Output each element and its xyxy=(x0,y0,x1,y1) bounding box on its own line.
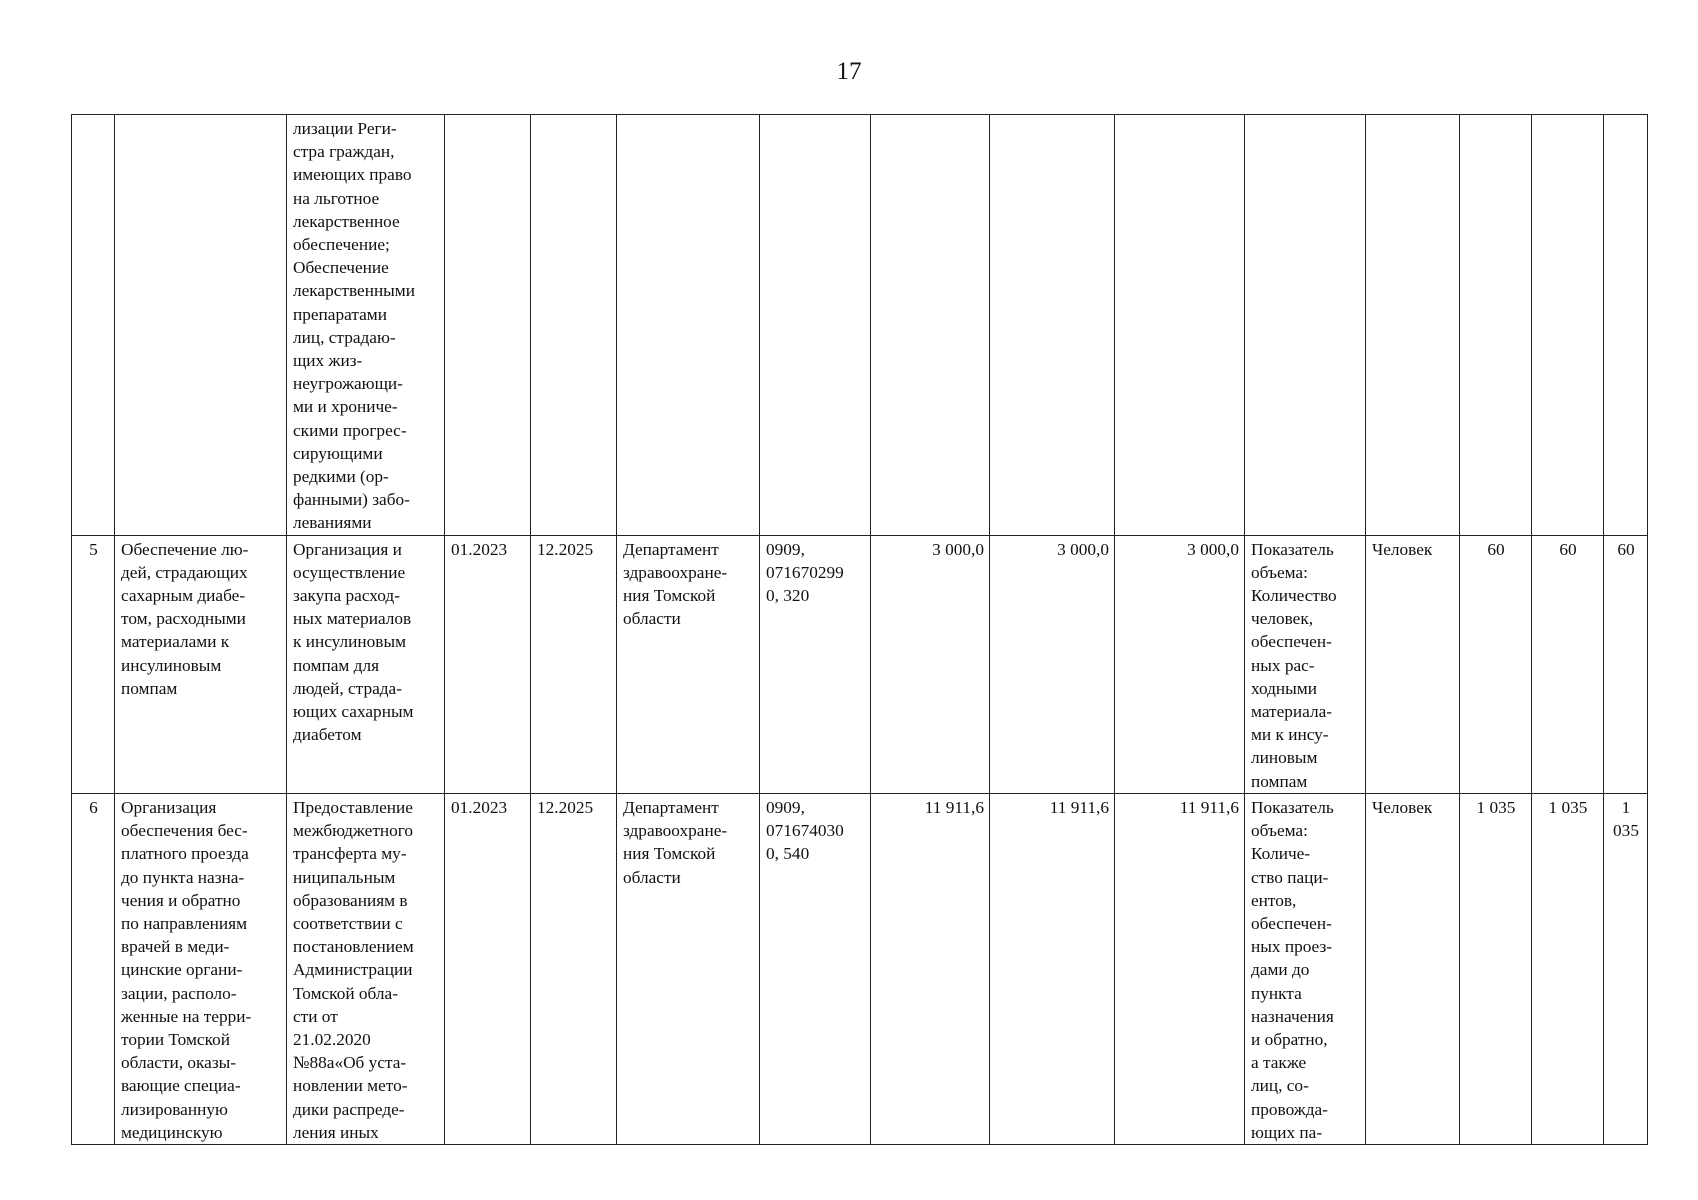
cell-budget-code xyxy=(760,115,871,536)
cell-row-number xyxy=(72,115,115,536)
page-number: 17 xyxy=(836,58,862,85)
cell-amount-year-3: 3 000,0 xyxy=(1115,535,1245,793)
table-row xyxy=(72,115,1648,536)
cell-end-date xyxy=(531,115,617,536)
table-row xyxy=(72,793,1648,1144)
cell-unit: Человек xyxy=(1366,535,1460,793)
cell-task-name: Обеспечение лю- дей, страдающих сахарным диабе- том, расходными материалами к инсулиновым помпам xyxy=(115,535,287,793)
cell-end-date: 12.2025 xyxy=(531,535,617,793)
cell-target-year-2 xyxy=(1532,115,1604,536)
cell-amount-year-1 xyxy=(871,115,990,536)
cell-row-number: 6 xyxy=(72,793,115,1144)
cell-target-year-3: 60 xyxy=(1604,535,1648,793)
cell-indicator: Показатель объема: Количе- ство паци- ентов, обеспечен- ных проез- дами до пункта назначения и обратно, а также лиц, со- провожда- ющих па- xyxy=(1245,793,1366,1144)
cell-start-date: 01.2023 xyxy=(445,793,531,1144)
cell-amount-year-3: 11 911,6 xyxy=(1115,793,1245,1144)
cell-unit xyxy=(1366,115,1460,536)
cell-target-year-2: 60 xyxy=(1532,535,1604,793)
cell-target-year-3: 1 035 xyxy=(1604,793,1648,1144)
cell-amount-year-2: 11 911,6 xyxy=(990,793,1115,1144)
cell-activity: Предоставление межбюджетного трансферта му- ниципальным образованиям в соответствии с постановлением Администрации Томской обла- сти от 21.02.2020 №88а«Об уста- новлении мето- дики распреде- ления иных xyxy=(287,793,445,1144)
cell-target-year-1: 60 xyxy=(1460,535,1532,793)
cell-start-date: 01.2023 xyxy=(445,535,531,793)
cell-amount-year-1: 3 000,0 xyxy=(871,535,990,793)
program-table xyxy=(71,114,1648,1145)
cell-amount-year-2: 3 000,0 xyxy=(990,535,1115,793)
cell-amount-year-3 xyxy=(1115,115,1245,536)
cell-end-date: 12.2025 xyxy=(531,793,617,1144)
cell-target-year-3 xyxy=(1604,115,1648,536)
cell-activity: лизации Реги- стра граждан, имеющих право на льготное лекарственное обеспечение; Обеспечение лекарственными препаратами лиц, страдаю- щих жиз- неугрожающи- ми и хрониче- скими прогрес- сирующими редкими (ор- фанными) забо- леваниями xyxy=(287,115,445,536)
cell-unit: Человек xyxy=(1366,793,1460,1144)
table-row xyxy=(72,535,1648,793)
cell-executor: Департамент здравоохране- ния Томской области xyxy=(617,535,760,793)
cell-executor xyxy=(617,115,760,536)
cell-executor: Департамент здравоохране- ния Томской области xyxy=(617,793,760,1144)
cell-task-name: Организация обеспечения бес- платного проезда до пункта назна- чения и обратно по направлениям врачей в меди- цинские органи- зации, располо- женные на терри- тории Томской области, оказы- вающие специа- лизированную медицинскую xyxy=(115,793,287,1144)
cell-amount-year-1: 11 911,6 xyxy=(871,793,990,1144)
cell-start-date xyxy=(445,115,531,536)
cell-activity: Организация и осуществление закупа расход- ных материалов к инсулиновым помпам для людей, страда- ющих сахарным диабетом xyxy=(287,535,445,793)
cell-budget-code: 0909, 071670299 0, 320 xyxy=(760,535,871,793)
cell-target-year-1 xyxy=(1460,115,1532,536)
cell-target-year-1: 1 035 xyxy=(1460,793,1532,1144)
cell-target-year-2: 1 035 xyxy=(1532,793,1604,1144)
cell-row-number: 5 xyxy=(72,535,115,793)
cell-task-name xyxy=(115,115,287,536)
cell-budget-code: 0909, 071674030 0, 540 xyxy=(760,793,871,1144)
cell-indicator xyxy=(1245,115,1366,536)
cell-amount-year-2 xyxy=(990,115,1115,536)
cell-indicator: Показатель объема: Количество человек, обеспечен- ных рас- ходными материала- ми к инсу- линовым помпам xyxy=(1245,535,1366,793)
